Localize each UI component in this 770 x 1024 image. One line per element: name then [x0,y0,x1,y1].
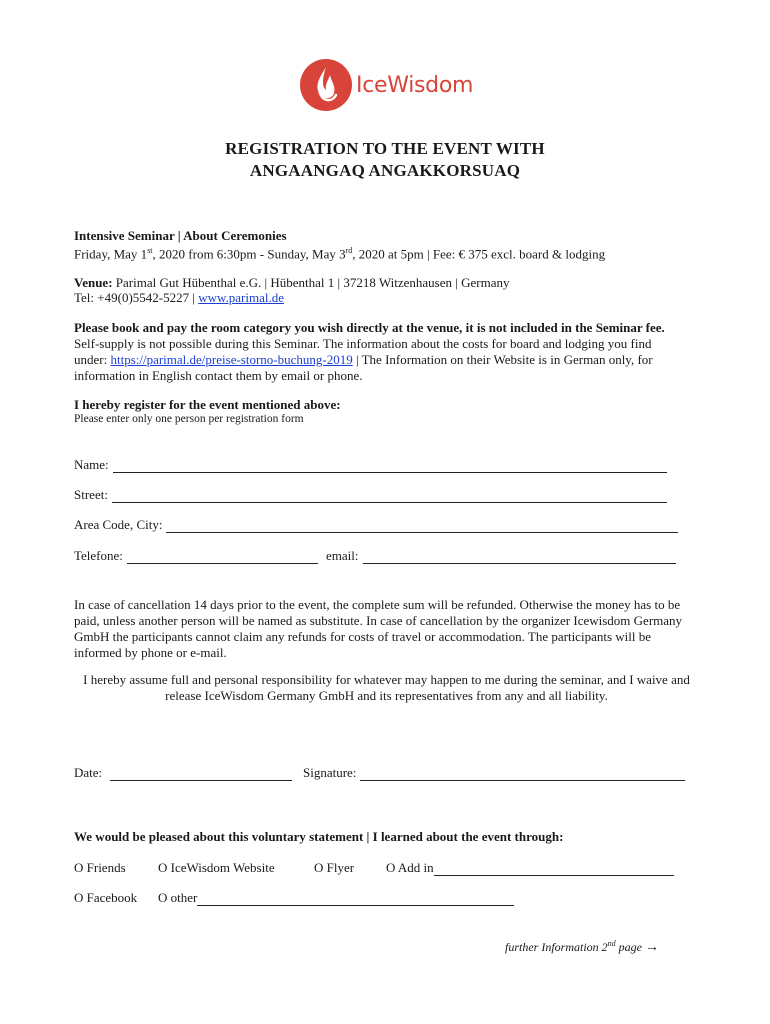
booking-paragraph: Please book and pay the room category you wish directly at the venue, it is not included in the Seminar fee. Self-supply is not possible during this Seminar. The information about the costs for board and lodging you find under: https://parimal.de/preise-storno-buchung-2019 | The Information on their Website is in German only, for information in English contact them by email or phone. [74,320,665,383]
option-flyer[interactable]: O Flyer [314,860,355,875]
title-line-1: REGISTRATION TO THE EVENT WITH [225,139,545,158]
signature-label: Signature: [303,765,357,780]
area-city-line[interactable] [166,520,678,533]
signature-field[interactable] [303,765,685,781]
area-city-label: Area Code, City: [74,517,163,532]
add-in-line[interactable] [434,863,674,876]
date-label: Date: [74,765,103,780]
register-heading: I hereby register for the event mentioned above: [74,397,341,412]
event-heading: Intensive Seminar | About Ceremonies [74,228,287,243]
register-note: Please enter only one person per registration form [74,413,304,425]
option-add-in[interactable] [386,860,674,876]
icewisdom-logo [298,55,478,115]
email-field[interactable] [326,548,676,564]
signature-line[interactable] [360,768,685,781]
name-label: Name: [74,457,109,472]
option-facebook[interactable]: O Facebook [74,890,138,905]
event-date: Friday, May 1st, 2020 from 6:30pm - Sunday, May 3rd, 2020 at 5pm | Fee: € 375 excl. board & lodging [74,246,606,262]
footer-next-page: further Information 2nd page → [505,939,659,955]
date-line[interactable] [110,768,292,781]
brand-name: IceWisdom [356,72,474,98]
name-line[interactable] [113,460,667,473]
arrow-right-icon: → [645,940,659,955]
option-add-in-label: O Add in [386,860,434,875]
option-other-label: O other [158,890,198,905]
telefone-field[interactable] [74,548,318,564]
title-line-2: ANGAANGAQ ANGAKKORSUAQ [249,161,521,180]
flame-icon [298,57,354,113]
survey-heading: We would be pleased about this voluntary statement | I learned about the event through: [74,829,564,844]
pricing-link[interactable]: https://parimal.de/preise-storno-buchung-2019 [110,352,353,367]
street-label: Street: [74,487,108,502]
option-icewisdom-website[interactable]: O IceWisdom Website [158,860,275,875]
street-field[interactable] [74,487,667,503]
area-city-field[interactable] [74,517,678,533]
email-label: email: [326,548,359,563]
venue-address: Venue: Parimal Gut Hübenthal e.G. | Hübenthal 1 | 37218 Witzenhausen | Germany [74,275,510,290]
cancellation-policy: In case of cancellation 14 days prior to the event, the complete sum will be refunded. Otherwise the money has to be paid, unless another person will be named as substitute. In case of cancellation by the organizer Icewisdom Germany GmbH the participants cannot claim any refunds for costs of travel or accommodation. The participants will be informed by phone or e-mail. [74,597,683,660]
liability-waiver: I hereby assume full and personal responsibility for whatever may happen to me during the seminar, and I waive and release IceWisdom Germany GmbH and its representatives from any and all liability. [83,672,690,703]
street-line[interactable] [112,490,667,503]
venue-website-link[interactable]: www.parimal.de [198,290,284,305]
telefone-label: Telefone: [74,548,123,563]
option-other[interactable] [158,890,514,906]
telefone-line[interactable] [127,551,318,564]
option-friends[interactable]: O Friends [74,860,126,875]
date-field[interactable] [74,765,292,781]
name-field[interactable] [74,457,667,473]
venue-contact: Tel: +49(0)5542-5227 | www.parimal.de [74,290,284,305]
email-line[interactable] [363,551,677,564]
other-line[interactable] [197,893,514,906]
